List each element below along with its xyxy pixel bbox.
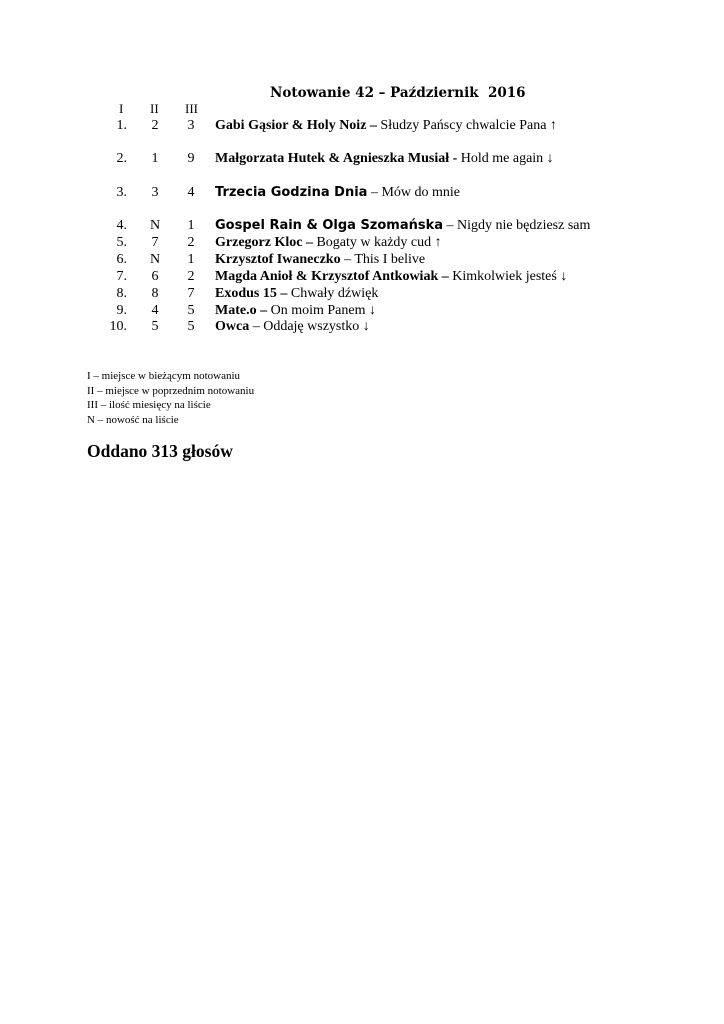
months-on-list: 1 — [187, 252, 195, 267]
months-on-list: 2 — [187, 235, 195, 250]
rank-current: 3. — [116, 185, 127, 200]
months-on-list: 4 — [187, 185, 195, 200]
artist-name: Mate.o – — [215, 303, 268, 318]
entry — [215, 234, 442, 251]
song-title: Słudzy Pańscy chwalcie Pana ↑ — [376, 118, 557, 133]
song-title: Bogaty w każdy cud ↑ — [312, 235, 442, 250]
song-title: – Mów do mnie — [367, 185, 461, 200]
song-title: Kimkolwiek jesteś ↓ — [448, 269, 568, 284]
rank-current: 8. — [116, 286, 127, 301]
entry — [215, 268, 567, 285]
months-on-list: 9 — [187, 151, 195, 166]
artist-name: Exodus 15 – — [215, 286, 288, 301]
rank-current: 9. — [116, 303, 127, 318]
song-title: – Nigdy nie będziesz sam — [443, 218, 591, 233]
months-on-list: 1 — [187, 218, 195, 233]
song-title: – Oddaję wszystko ↓ — [249, 319, 370, 334]
artist-name: Grzegorz Kloc – — [215, 235, 313, 250]
rank-previous: 1 — [151, 151, 159, 166]
months-on-list: 3 — [187, 118, 195, 133]
artist-name: Trzecia Godzina Dnia — [215, 185, 368, 200]
legend-item: II – miejsce w poprzednim notowaniu — [87, 384, 255, 397]
rank-current: 2. — [116, 151, 127, 166]
months-on-list: 5 — [187, 303, 195, 318]
artist-name: Owca — [215, 319, 250, 334]
rank-current: 10. — [109, 319, 127, 334]
rank-previous: N — [149, 218, 161, 233]
entry — [215, 251, 425, 268]
legend — [87, 369, 254, 427]
rank-current: 1. — [116, 118, 127, 133]
rank-current: 6. — [116, 252, 127, 267]
column-header-months: III — [185, 101, 198, 116]
song-title: On moim Panem ↓ — [267, 303, 376, 318]
rank-previous: 5 — [151, 319, 159, 334]
rank-previous: 6 — [151, 269, 159, 284]
artist-name: Krzysztof Iwaneczko — [215, 252, 341, 267]
rank-previous: 2 — [151, 118, 159, 133]
rank-current: 4. — [116, 218, 127, 233]
rank-previous: 3 — [151, 185, 159, 200]
entry — [215, 285, 378, 302]
artist-name: Magda Anioł & Krzysztof Antkowiak – — [215, 269, 449, 284]
legend-item: I – miejsce w bieżącym notowaniu — [87, 370, 241, 382]
entry — [215, 302, 376, 319]
months-on-list: 7 — [187, 286, 195, 301]
legend-item: N – nowość na liście — [87, 413, 179, 426]
artist-name: Małgorzata Hutek & Agnieszka Musiał - — [215, 151, 458, 166]
months-on-list: 5 — [187, 319, 195, 334]
votes-total: Oddano 313 głosów — [87, 441, 233, 461]
column-header-previous: II — [150, 101, 159, 116]
artist-name: Gabi Gąsior & Holy Noiz – — [215, 118, 377, 133]
legend-item: III – ilość miesięcy na liście — [87, 399, 211, 411]
rank-previous: 4 — [151, 303, 159, 318]
song-title: Chwały dźwięk — [287, 286, 379, 301]
artist-name: Gospel Rain & Olga Szomańska — [215, 218, 444, 233]
rank-previous: 7 — [151, 235, 159, 250]
entry — [215, 318, 370, 335]
entry — [215, 217, 590, 234]
column-header-current: I — [119, 101, 124, 116]
rank-current: 7. — [116, 269, 127, 284]
rank-previous: 8 — [151, 286, 159, 301]
rank-current: 5. — [116, 235, 127, 250]
entry — [215, 117, 557, 134]
chart-title: Notowanie 42 – Październik 2016 — [270, 85, 526, 101]
entry — [215, 150, 554, 167]
months-on-list: 2 — [187, 269, 195, 284]
entry — [215, 184, 460, 201]
song-title: Hold me again ↓ — [457, 151, 554, 166]
rank-previous: N — [149, 252, 161, 267]
song-title: – This I belive — [340, 252, 426, 267]
